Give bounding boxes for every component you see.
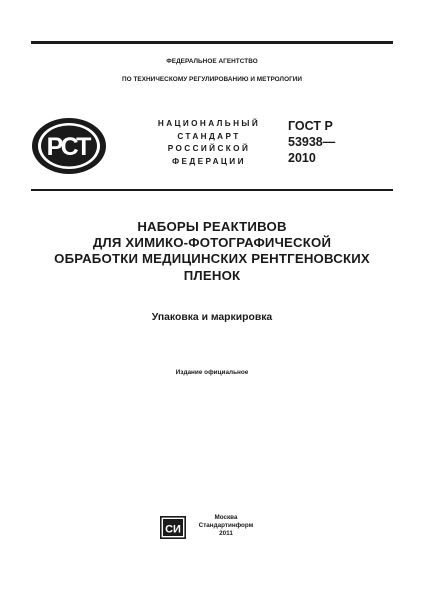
title-line: НАБОРЫ РЕАКТИВОВ xyxy=(137,219,287,234)
title-line: ДЛЯ ХИМИКО-ФОТОГРАФИЧЕСКОЙ xyxy=(92,235,332,251)
standard-type-line: ФЕДЕРАЦИИ xyxy=(172,156,246,166)
gost-line: ГОСТ Р xyxy=(288,119,333,133)
title-line: ОБРАБОТКИ МЕДИЦИНСКИХ РЕНТГЕНОВСКИХ xyxy=(54,251,370,267)
rst-emblem-icon xyxy=(30,116,108,176)
rst-emblem-text: РСТ xyxy=(46,133,90,161)
document-title xyxy=(0,219,424,284)
publisher-name: Стандартинформ xyxy=(198,522,254,529)
publisher-logo-text: СИ xyxy=(165,523,181,536)
publisher-year: 2011 xyxy=(219,530,233,537)
agency-name-line-2: ПО ТЕХНИЧЕСКОМУ РЕГУЛИРОВАНИЮ И МЕТРОЛОГИИ xyxy=(121,76,303,83)
gost-designation xyxy=(288,118,335,166)
standartinform-logo-icon xyxy=(160,516,186,539)
standard-type-line: СТАНДАРТ xyxy=(177,131,241,141)
standard-type-block xyxy=(150,118,268,168)
publisher-city: Москва xyxy=(214,514,238,521)
agency-name-line-1: ФЕДЕРАЛЬНОЕ АГЕНТСТВО xyxy=(166,58,258,65)
publisher-block xyxy=(196,514,256,538)
standard-type-line: НАЦИОНАЛЬНЫЙ xyxy=(157,119,261,128)
gost-line: 53938— xyxy=(288,135,336,149)
middle-rule xyxy=(31,189,393,191)
standard-type-line: РОССИЙСКОЙ xyxy=(167,144,251,154)
edition-note: Издание официальное xyxy=(175,369,249,376)
top-rule xyxy=(31,41,393,44)
title-line: ПЛЕНОК xyxy=(183,267,241,283)
gost-line: 2010 xyxy=(288,151,316,165)
document-subtitle: Упаковка и маркировка xyxy=(151,312,273,323)
